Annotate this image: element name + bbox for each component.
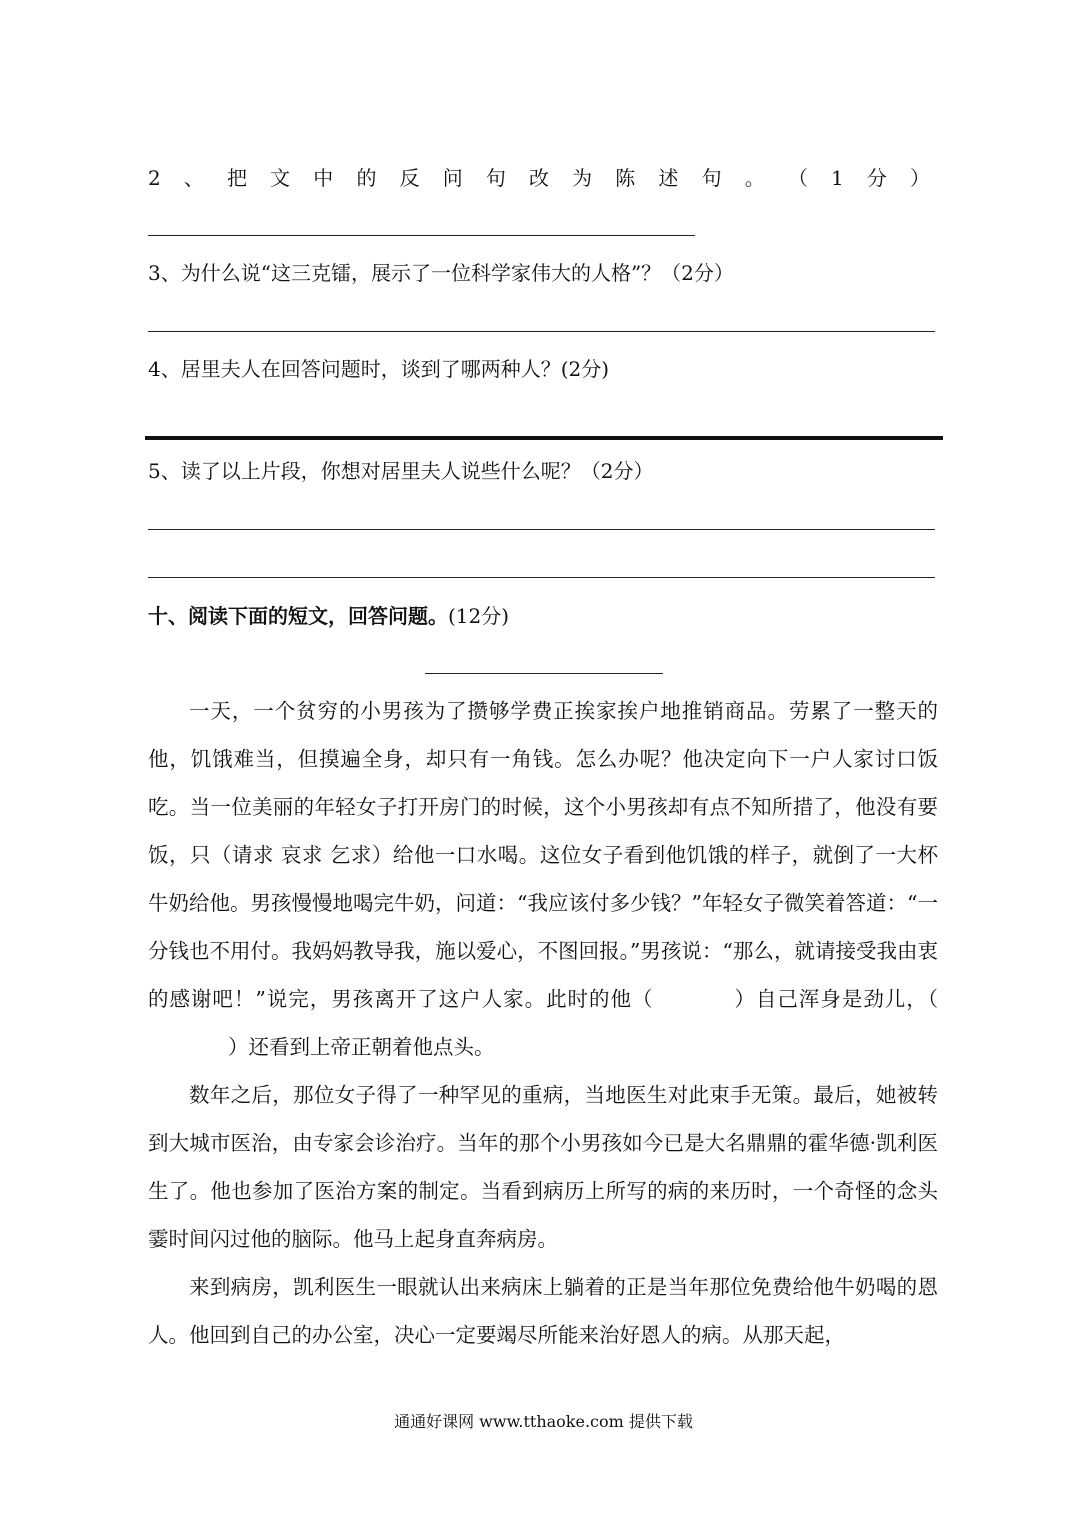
question-2-char: 把	[227, 166, 248, 190]
question-2-char: 改	[529, 166, 549, 190]
question-2-char: 陈	[615, 166, 636, 190]
question-2-char: 分	[866, 166, 887, 190]
question-2	[148, 163, 930, 193]
answer-line	[148, 529, 935, 530]
question-5: 5、读了以上片段，你想对居里夫人说些什么呢？（2分）	[148, 459, 654, 483]
question-2-char: 、	[183, 166, 204, 190]
question-2-char: 反	[399, 166, 420, 190]
question-2-char: 为	[572, 166, 593, 190]
question-2-char: 文	[270, 166, 291, 190]
answer-line	[148, 577, 935, 578]
question-3: 3、为什么说“这三克镭，展示了一位科学家伟大的人格”？（2分）	[148, 261, 734, 285]
answer-line	[148, 331, 935, 332]
question-2-char: 问	[442, 166, 463, 190]
answer-line-thick	[145, 436, 943, 440]
question-2-char: 的	[356, 166, 377, 190]
question-2-char: 句	[701, 166, 722, 190]
title-blank-line	[425, 673, 663, 674]
question-2-char: 中	[313, 166, 334, 190]
blank-a-close: ）自己浑身是劲儿，（	[733, 987, 939, 1011]
question-2-char: 述	[658, 166, 679, 190]
question-2-char: 。	[744, 166, 765, 190]
question-2-char: 2	[148, 166, 161, 190]
passage-paragraph-2: 数年之后，那位女子得了一种罕见的重病，当地医生对此束手无策。最后，她被转到大城市医治，由专家会诊治疗。当年的那个小男孩如今已是大名鼎鼎的霍华德·凯利医生了。他也参加了医治方案的制定。当看到病历上所写的病的来历时，一个奇怪的念头霎时间闪过他的脑际。他马上起身直奔病房。	[148, 1083, 938, 1251]
page-footer: 通通好课网 www.tthaoke.com 提供下载	[394, 1412, 693, 1431]
section-heading-title: 十、阅读下面的短文，回答问题。	[148, 604, 448, 628]
reading-passage	[148, 687, 938, 1359]
question-4: 4、居里夫人在回答问题时，谈到了哪两种人？(2分)	[148, 357, 610, 381]
question-2-char: ）	[910, 166, 930, 190]
question-2-char: 句	[485, 166, 506, 190]
question-2-char: 1	[830, 166, 844, 190]
passage-paragraph-1	[148, 687, 938, 1071]
passage-paragraph-3: 来到病房，凯利医生一眼就认出来病床上躺着的正是当年那位免费给他牛奶喝的恩人。他回到自己的办公室，决心一定要竭尽所能来治好恩人的病。从那天起，	[148, 1275, 938, 1347]
blank-a-open: （	[631, 987, 654, 1011]
passage-paragraph-1-text: 一天，一个贫穷的小男孩为了攒够学费正挨家挨户地推销商品。劳累了一整天的他，饥饿难当，但摸遍全身，却只有一角钱。怎么办呢？他决定向下一户人家讨口饭吃。当一位美丽的年轻女子打开房门的时候，这个小男孩却有点不知所措了，他没有要饭，只（请求 哀求 乞求）给他一口水喝。这位女子看到他饥饿的样子，就倒了一大杯牛奶给他。男孩慢慢地喝完牛奶，问道：“我应该付多少钱？”年轻女子微笑着答道：“一分钱也不用付。我妈妈教导我，施以爱心，不图回报。”男孩说：“那么，就请接受我由衷的感谢吧！”说完，男孩离开了这户人家。此时的他	[148, 699, 938, 1011]
section-heading	[148, 601, 509, 631]
blank-b-close: ）还看到上帝正朝着他点头。	[228, 1035, 495, 1059]
question-2-char: （	[787, 166, 808, 190]
section-heading-score: (12分)	[448, 604, 510, 628]
answer-line	[148, 235, 695, 236]
